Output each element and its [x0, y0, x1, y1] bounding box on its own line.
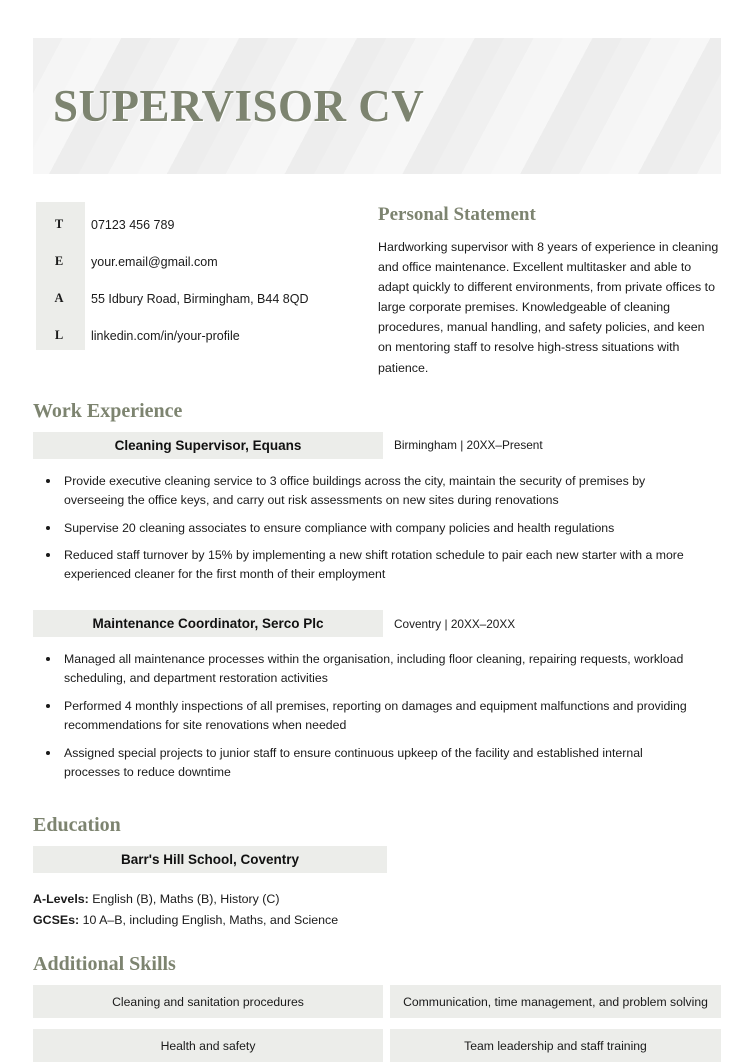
job-1-bullet: Supervise 20 cleaning associates to ensure compliance with company policies and health regulations [33, 519, 721, 538]
a-levels-label: A-Levels: [33, 891, 89, 906]
spacer [33, 800, 721, 814]
education-school: Barr's Hill School, Coventry [33, 846, 387, 873]
gcses-label: GCSEs: [33, 913, 80, 928]
job-2-meta: Coventry | 20XX–20XX [394, 616, 516, 631]
job-2-bullets [33, 650, 721, 782]
additional-skills-section [33, 953, 721, 1062]
job-1-header [33, 432, 721, 459]
education-section [33, 814, 721, 932]
job-2-header [33, 610, 721, 637]
cv-title: SUPERVISOR CV [53, 81, 425, 131]
skill-item: Health and safety [33, 1029, 383, 1062]
job-1-meta: Birmingham | 20XX–Present [394, 438, 543, 453]
work-experience-section [33, 400, 721, 782]
skill-item: Cleaning and sanitation procedures [33, 985, 383, 1018]
job-2-bullet: Managed all maintenance processes within the organisation, including floor cleaning, repairing requests, workload scheduling, and department restoration activities [33, 650, 721, 688]
job-2-title: Maintenance Coordinator, Serco Plc [33, 610, 383, 637]
job-entry-2 [33, 610, 721, 782]
address-label: A [54, 291, 64, 305]
spacer [33, 602, 721, 610]
job-1-title: Cleaning Supervisor, Equans [33, 432, 383, 459]
job-1-bullet: Provide executive cleaning service to 3 office buildings across the city, maintain the security of premises by overseeing the office keys, and carry out risk assessments on new sites during renovations [33, 472, 721, 510]
personal-statement-heading: Personal Statement [378, 204, 536, 225]
job-entry-1 [33, 432, 721, 585]
email-label: E [54, 254, 64, 268]
telephone-label: T [54, 217, 64, 231]
job-1-bullet: Reduced staff turnover by 15% by implementing a new shift rotation schedule to pair each new starter with a more experienced cleaner for the first month of their employment [33, 546, 721, 584]
work-experience-heading: Work Experience [33, 399, 183, 422]
additional-skills-heading: Additional Skills [33, 953, 176, 976]
contact-row-telephone [33, 206, 373, 243]
email-value[interactable]: your.email@gmail.com [91, 254, 218, 269]
contact-row-linkedin [33, 317, 373, 354]
gcses-value: 10 A–B, including English, Maths, and Science [79, 913, 339, 928]
linkedin-label: L [54, 328, 64, 342]
skill-item: Communication, time management, and problem solving [390, 985, 721, 1018]
skill-item: Team leadership and staff training [390, 1029, 721, 1062]
education-heading: Education [33, 813, 121, 836]
a-levels-value: English (B), Maths (B), History (C) [88, 891, 280, 906]
contact-row-email [33, 243, 373, 280]
contact-block [33, 202, 373, 378]
education-gcses [33, 910, 721, 931]
address-value: 55 Idbury Road, Birmingham, B44 8QD [91, 291, 309, 306]
spacer [33, 933, 721, 953]
education-a-levels [33, 889, 721, 910]
skills-grid [33, 985, 721, 1062]
personal-statement-block [373, 202, 721, 378]
job-2-bullet: Performed 4 monthly inspections of all premises, reporting on damages and equipment malfunctions and providing recommendations for site renovations when needed [33, 697, 721, 735]
header-banner [33, 38, 721, 174]
job-2-bullet: Assigned special projects to junior staff to ensure continuous upkeep of the facility and established internal processes to reduce downtime [33, 744, 721, 782]
contact-row-address [33, 280, 373, 317]
top-section [33, 202, 721, 378]
linkedin-value[interactable]: linkedin.com/in/your-profile [91, 328, 240, 343]
personal-statement-body: Hardworking supervisor with 8 years of experience in cleaning and office maintenance. Excellent multitasker and able to adapt quickly to different environments, from private offices to large corporate premises. Knowledgeable of cleaning procedures, manual handling, and safety policies, and keen on mentoring staff to resolve high-stress situations with patience. [378, 240, 719, 375]
job-1-bullets [33, 472, 721, 585]
telephone-value: 07123 456 789 [91, 217, 175, 232]
